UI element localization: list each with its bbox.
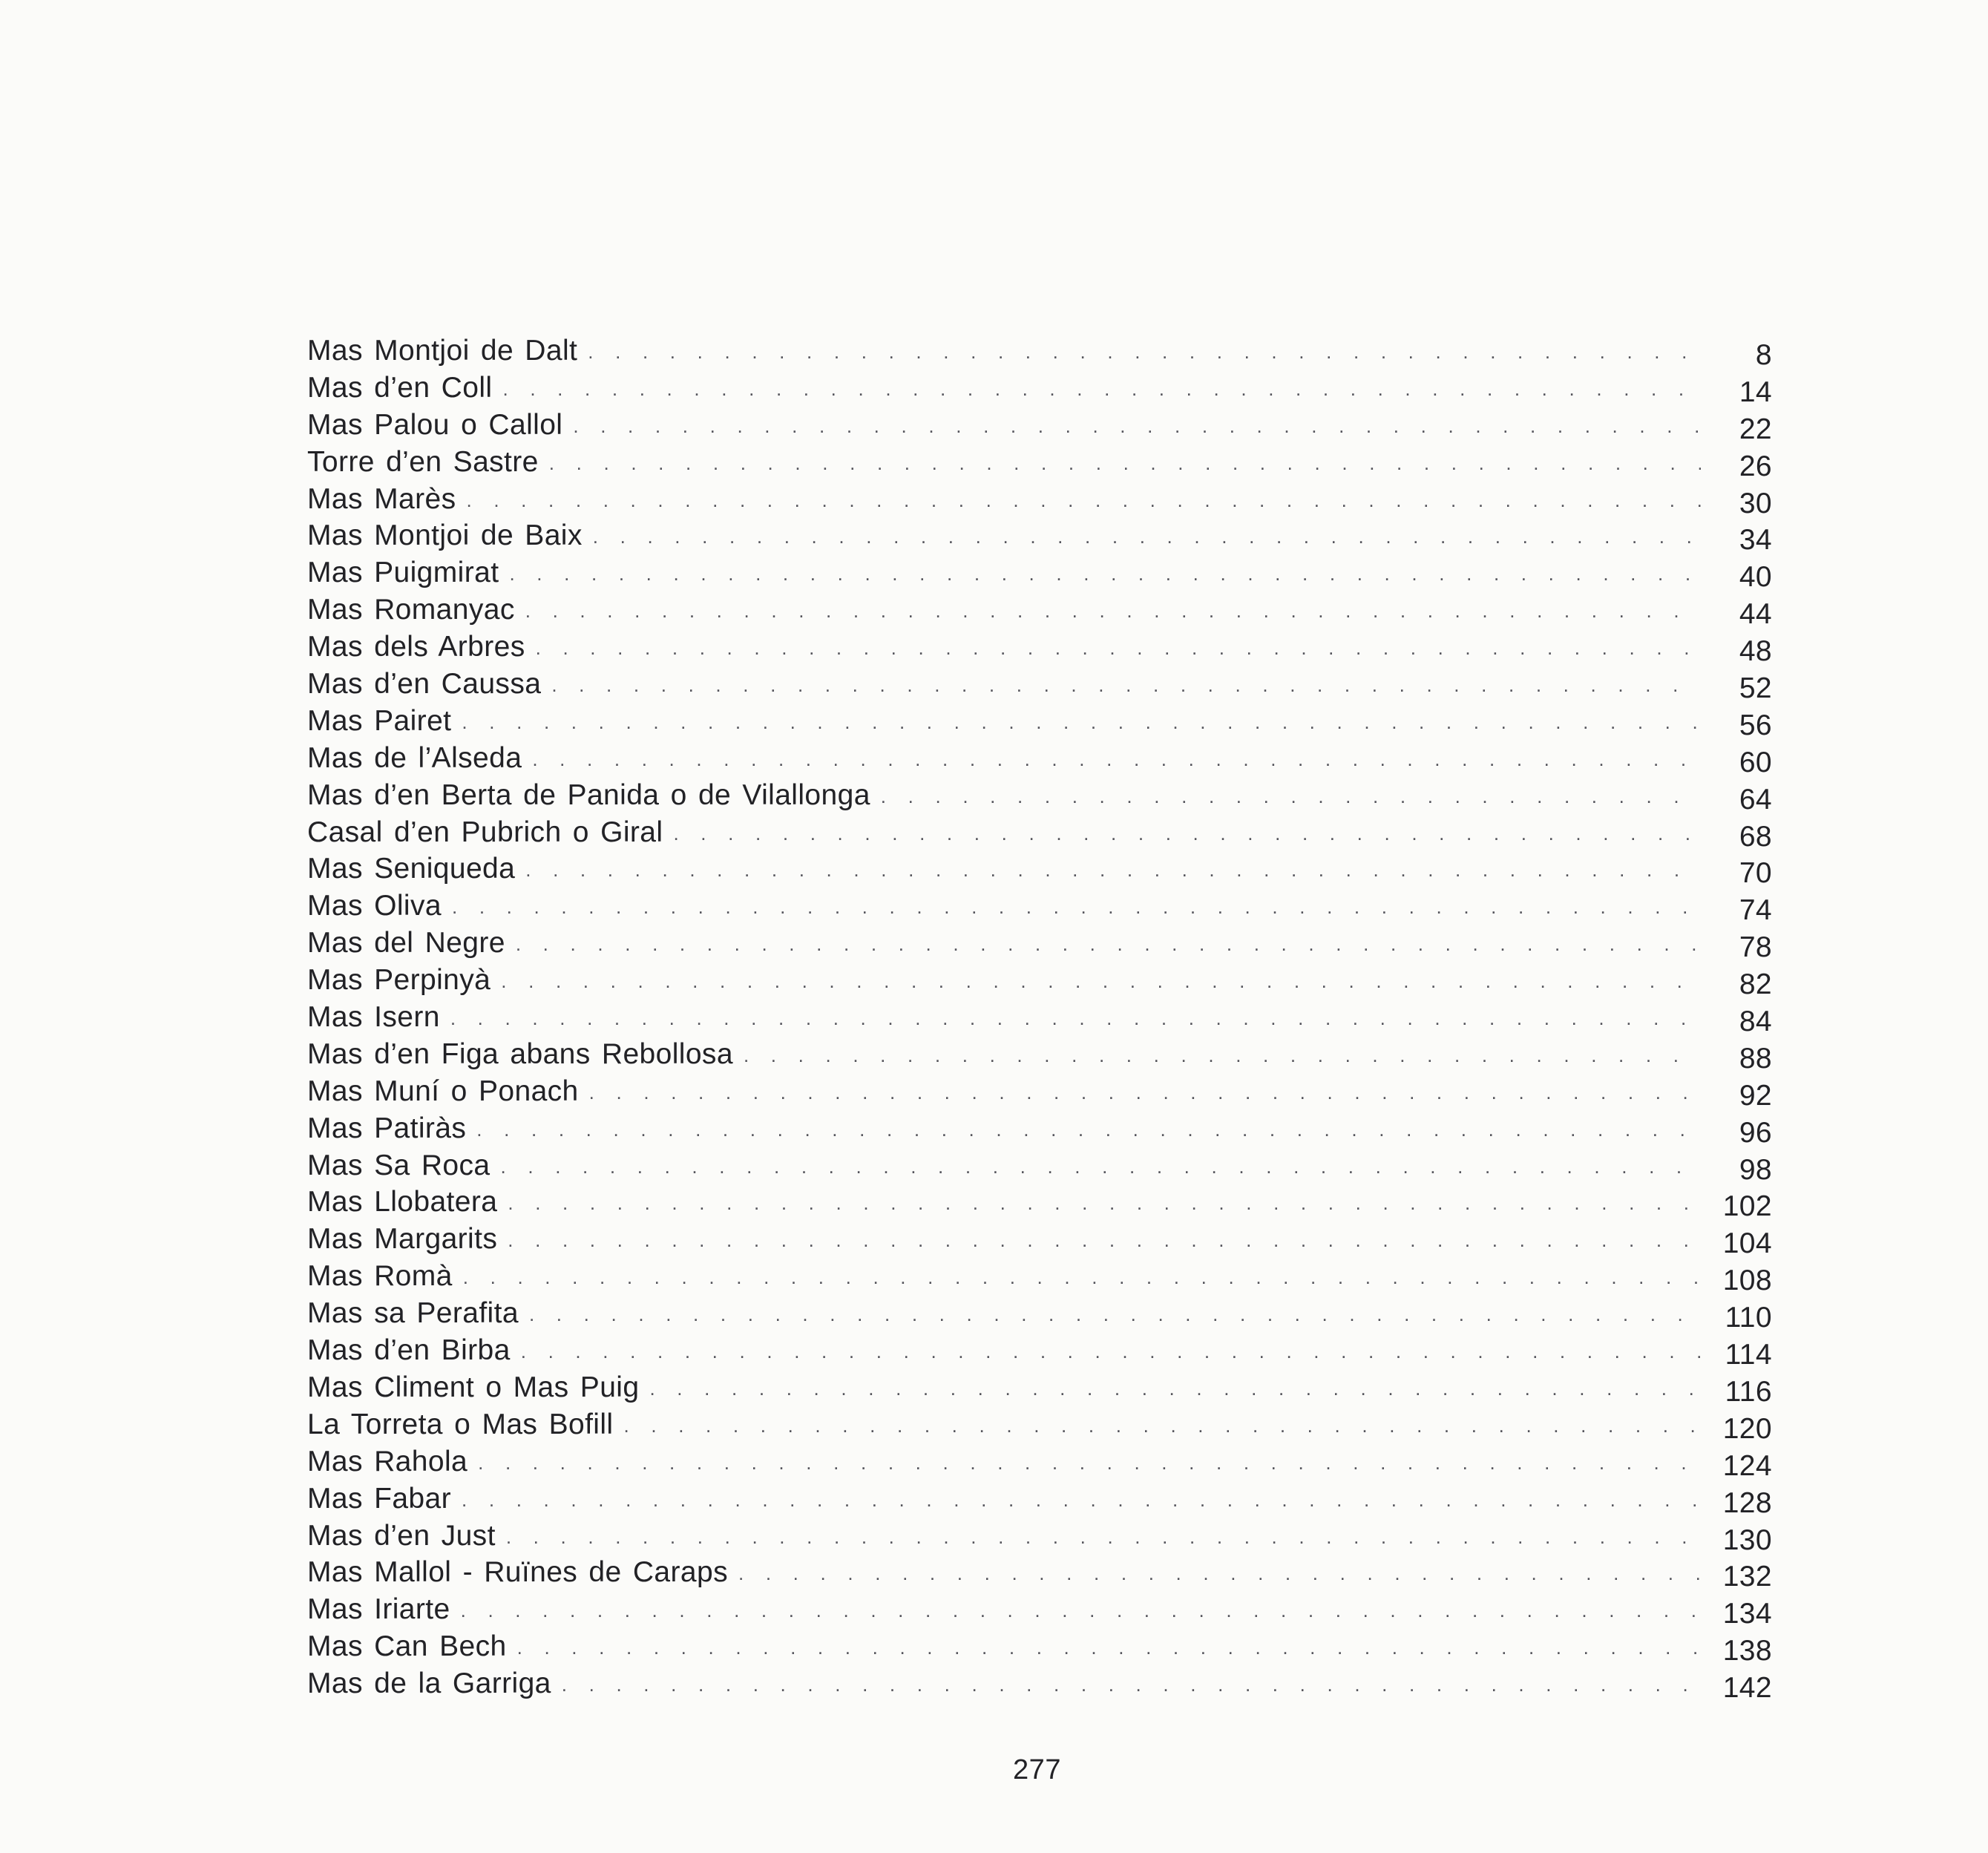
toc-entry-page-number: 132	[1722, 1561, 1772, 1593]
toc-entry-title: Mas Puigmirat	[307, 557, 499, 589]
dot-leader	[476, 1112, 1701, 1149]
dot-leader	[881, 778, 1701, 816]
toc-entry	[307, 925, 1772, 962]
toc-entry-page-number: 128	[1722, 1486, 1772, 1519]
dot-leader	[624, 1408, 1699, 1445]
toc-entry-page-number: 40	[1739, 561, 1772, 594]
toc-entry-title: Mas Mallol - Ruïnes de Caraps	[307, 1556, 728, 1589]
toc-entry-title: Torre d’en Sastre	[307, 445, 539, 478]
toc-entry-page-number: 134	[1722, 1598, 1772, 1630]
toc-entry-title: Mas Romanyac	[307, 594, 515, 626]
dot-leader	[525, 593, 1701, 630]
toc-entry	[307, 370, 1772, 407]
toc-entry	[307, 1184, 1772, 1221]
toc-entry	[307, 1554, 1772, 1591]
dot-leader	[589, 1075, 1701, 1112]
dot-leader	[649, 1371, 1701, 1408]
toc-entry-page-number: 70	[1739, 857, 1772, 890]
toc-entry-page-number: 52	[1739, 672, 1772, 705]
toc-entry-page-number: 92	[1739, 1079, 1772, 1112]
toc-entry	[307, 591, 1772, 629]
toc-entry-title: La Torreta o Mas Bofill	[307, 1408, 614, 1440]
page-number: 277	[1013, 1754, 1061, 1785]
toc-entry-page-number: 78	[1739, 931, 1772, 964]
toc-entry	[307, 332, 1772, 370]
toc-entry	[307, 1406, 1772, 1443]
toc-entry-page-number: 8	[1755, 339, 1772, 371]
dot-leader	[508, 1222, 1699, 1259]
toc-entry-title: Mas Perpinyà	[307, 964, 491, 997]
toc-entry-page-number: 120	[1722, 1412, 1772, 1445]
toc-entry	[307, 554, 1772, 594]
toc-entry-title: Mas del Negre	[307, 927, 505, 960]
toc-entry-page-number: 108	[1722, 1265, 1772, 1297]
dot-leader	[508, 1185, 1699, 1222]
toc-entry-title: Mas Climent o Mas Puig	[307, 1371, 640, 1403]
toc-entry-page-number: 56	[1739, 709, 1772, 741]
toc-entry-page-number: 44	[1739, 598, 1772, 631]
toc-entry-title: Mas Marès	[307, 482, 456, 515]
toc-entry	[307, 517, 1772, 557]
toc-entry	[307, 1110, 1772, 1147]
dot-leader	[462, 1482, 1699, 1519]
dot-leader	[517, 1630, 1699, 1667]
dot-leader	[516, 926, 1701, 963]
toc-entry-page-number: 84	[1739, 1006, 1772, 1038]
toc-entry	[307, 962, 1772, 999]
toc-entry-page-number: 138	[1722, 1635, 1772, 1667]
toc-entry-title: Mas Fabar	[307, 1482, 451, 1515]
toc-entry	[307, 1258, 1772, 1295]
table-of-contents	[307, 332, 1772, 1705]
toc-entry-page-number: 130	[1722, 1524, 1772, 1556]
dot-leader	[466, 482, 1701, 519]
toc-entry-title: Mas d’en Birba	[307, 1334, 511, 1367]
toc-entry-title: Mas Oliva	[307, 890, 442, 922]
toc-entry-page-number: 116	[1725, 1375, 1772, 1408]
toc-entry-page-number: 142	[1722, 1672, 1772, 1705]
toc-entry-title: Mas de l’Alseda	[307, 741, 522, 774]
dot-leader	[529, 1296, 1701, 1334]
toc-entry	[307, 1665, 1772, 1705]
dot-leader	[551, 667, 1701, 704]
toc-entry-page-number: 96	[1739, 1116, 1772, 1149]
toc-entry	[307, 481, 1772, 518]
toc-entry	[307, 999, 1772, 1036]
toc-entry	[307, 1628, 1772, 1665]
dot-leader	[463, 1259, 1699, 1296]
toc-entry	[307, 703, 1772, 740]
toc-entry	[307, 1295, 1772, 1332]
toc-entry-page-number: 110	[1725, 1302, 1772, 1334]
toc-entry-page-number: 104	[1722, 1227, 1772, 1260]
toc-entry-title: Mas Llobatera	[307, 1186, 498, 1219]
toc-entry-title: Mas dels Arbres	[307, 631, 525, 663]
toc-entry-page-number: 102	[1722, 1190, 1772, 1223]
toc-entry-title: Mas Can Bech	[307, 1630, 507, 1663]
toc-entry-page-number: 114	[1725, 1339, 1772, 1371]
toc-entry	[307, 740, 1772, 777]
dot-leader	[525, 852, 1701, 889]
dot-leader	[536, 630, 1701, 667]
dot-leader	[573, 408, 1701, 445]
toc-entry-page-number: 22	[1739, 413, 1772, 445]
toc-entry-title: Mas Isern	[307, 1001, 440, 1034]
toc-entry-title: Mas Margarits	[307, 1223, 498, 1256]
dot-leader	[744, 1037, 1701, 1075]
dot-leader	[738, 1555, 1699, 1593]
toc-entry	[307, 1591, 1772, 1628]
dot-leader	[588, 334, 1701, 371]
toc-entry-page-number: 34	[1739, 524, 1772, 557]
toc-entry-page-number: 68	[1739, 820, 1772, 853]
dot-leader	[593, 519, 1701, 556]
toc-entry	[307, 1147, 1772, 1184]
toc-entry-page-number: 98	[1739, 1153, 1772, 1186]
dot-leader	[673, 816, 1701, 853]
toc-entry-title: Mas Montjoi de Dalt	[307, 335, 578, 367]
toc-entry-title: Mas Muní o Ponach	[307, 1075, 579, 1107]
dot-leader	[509, 556, 1701, 593]
toc-entry	[307, 888, 1772, 925]
toc-entry	[307, 1480, 1772, 1518]
toc-entry	[307, 850, 1772, 888]
toc-entry	[307, 1443, 1772, 1480]
dot-leader	[462, 704, 1701, 741]
toc-entry	[307, 1036, 1772, 1073]
toc-entry-page-number: 30	[1739, 487, 1772, 519]
toc-entry-page-number: 88	[1739, 1042, 1772, 1075]
toc-entry-page-number: 60	[1739, 746, 1772, 778]
dot-leader	[532, 741, 1701, 778]
toc-entry-title: Mas Seniqueda	[307, 853, 516, 885]
dot-leader	[452, 889, 1701, 926]
toc-entry	[307, 814, 1772, 851]
toc-entry-title: Mas sa Perafita	[307, 1297, 519, 1330]
toc-entry-title: Mas d’en Just	[307, 1519, 496, 1552]
toc-entry-title: Casal d’en Pubrich o Giral	[307, 816, 663, 848]
toc-entry	[307, 1221, 1772, 1258]
toc-entry-page-number: 82	[1739, 968, 1772, 1001]
toc-entry-page-number: 48	[1739, 635, 1772, 668]
dot-leader	[501, 1149, 1702, 1186]
toc-entry-page-number: 26	[1739, 450, 1772, 482]
toc-entry-title: Mas d’en Caussa	[307, 668, 542, 701]
toc-entry-title: Mas Pairet	[307, 704, 452, 737]
toc-entry-title: Mas Iriarte	[307, 1593, 450, 1626]
toc-entry	[307, 629, 1772, 666]
toc-entry	[307, 407, 1772, 444]
toc-entry	[307, 1332, 1772, 1369]
dot-leader	[506, 1519, 1699, 1556]
toc-entry	[307, 666, 1772, 703]
dot-leader	[562, 1667, 1699, 1704]
toc-entry-page-number: 124	[1722, 1449, 1772, 1482]
toc-entry-title: Mas d’en Berta de Panida o de Vilallonga	[307, 778, 870, 811]
toc-entry	[307, 777, 1772, 814]
dot-leader	[478, 1445, 1699, 1482]
toc-entry-title: Mas Palou o Callol	[307, 408, 563, 441]
dot-leader	[502, 371, 1701, 408]
toc-entry	[307, 1518, 1772, 1555]
toc-entry-page-number: 74	[1739, 894, 1772, 927]
dot-leader	[549, 445, 1701, 482]
toc-entry-title: Mas Rahola	[307, 1445, 468, 1478]
toc-entry	[307, 1369, 1772, 1406]
toc-entry-title: Mas Patiràs	[307, 1112, 467, 1144]
toc-entry-title: Mas Romà	[307, 1260, 453, 1293]
toc-entry-title: Mas de la Garriga	[307, 1667, 551, 1700]
toc-entry-title: Mas Montjoi de Baix	[307, 519, 583, 552]
toc-entry-title: Mas d’en Coll	[307, 371, 493, 404]
dot-leader	[521, 1334, 1701, 1371]
toc-entry-page-number: 14	[1739, 375, 1772, 408]
toc-entry	[307, 444, 1772, 481]
toc-entry-title: Mas d’en Figa abans Rebollosa	[307, 1037, 733, 1070]
toc-entry-page-number: 64	[1739, 783, 1772, 816]
toc-entry	[307, 1073, 1772, 1110]
dot-leader	[501, 963, 1701, 1000]
toc-entry-title: Mas Sa Roca	[307, 1149, 491, 1181]
dot-leader	[461, 1593, 1699, 1630]
dot-leader	[450, 1000, 1701, 1037]
